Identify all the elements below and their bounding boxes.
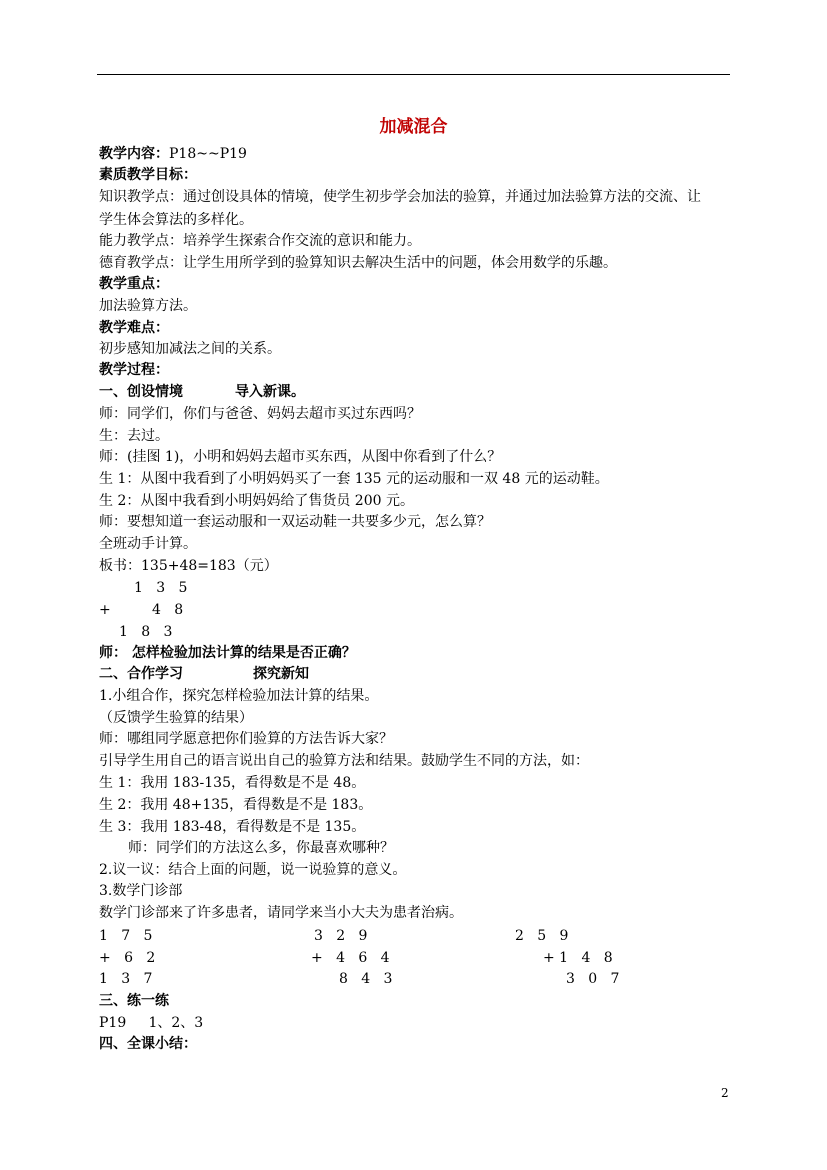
key-heading: 教学重点： — [99, 276, 169, 292]
clinic-problem2-row2: + 4 6 4 — [311, 950, 390, 966]
calc1-row1: 1 3 5 — [134, 580, 188, 596]
clinic-problem1-row1: 1 7 5 — [99, 928, 153, 944]
section4-title: 四、全课小结： — [99, 1036, 197, 1052]
content-value: P18~~P19 — [169, 146, 247, 162]
section2-title-a: 二、合作学习 — [99, 666, 183, 682]
calc1-row2: 4 8 — [152, 602, 184, 618]
goal-moral: 德育教学点：让学生用所学到的验算知识去解决生活中的问题，体会用数学的乐趣。 — [99, 255, 617, 271]
key-text: 加法验算方法。 — [99, 298, 197, 314]
calc1-plus: + — [99, 602, 111, 618]
dialog-line-indented: 师：同学们的方法这么多，你最喜欢哪种？ — [128, 840, 394, 856]
section3-title: 三、练一练 — [99, 993, 169, 1009]
calc1-row3: 1 8 3 — [119, 624, 173, 640]
dialog-line: 2.议一议：结合上面的问题，说一说验算的意义。 — [99, 862, 407, 878]
dialog-line: 师：哪组同学愿意把你们验算的方法告诉大家？ — [99, 731, 393, 747]
dialog-line: 师：同学们，你们与爸爸、妈妈去超市买过东西吗？ — [99, 406, 421, 422]
clinic-problem2-row3: 8 4 3 — [339, 971, 393, 987]
dialog-line: 生 1：从图中我看到了小明妈妈买了一套 135 元的运动服和一双 48 元的运动鞋。 — [99, 471, 609, 487]
dialog-line: 3.数学门诊部 — [99, 883, 183, 899]
dialog-line: 数学门诊部来了许多患者，请同学来当小大夫为患者治病。 — [99, 905, 463, 921]
question1 — [99, 643, 356, 663]
document-title: 加减混合 — [379, 117, 448, 137]
dialog-line: 1.小组合作，探究怎样检验加法计算的结果。 — [99, 688, 379, 704]
practice-line: P19 1、2、3 — [99, 1015, 204, 1031]
section2-title-b: 探究新知 — [253, 666, 309, 682]
dialog-line: 生 3：我用 183-48，看得数是不是 135。 — [99, 819, 366, 835]
dialog-line: 板书：135+48=183（元） — [99, 558, 278, 574]
dialog-line: 生：去过。 — [99, 428, 169, 444]
section1-title-b: 导入新课。 — [235, 384, 305, 400]
goal-knowledge-1: 知识教学点：通过创设具体的情境，使学生初步学会加法的验算，并通过加法验算方法的交流、让 — [99, 189, 701, 205]
goal-ability: 能力教学点：培养学生探索合作交流的意识和能力。 — [99, 233, 421, 249]
dialog-line: （反馈学生验算的结果） — [99, 710, 253, 726]
question1-text: 师： 怎样检验加法计算的结果是否正确？ — [99, 645, 356, 661]
header-rule — [97, 74, 730, 75]
clinic-problem1-row3: 1 3 7 — [99, 971, 153, 987]
goals-heading: 素质教学目标： — [99, 167, 197, 183]
content-label: 教学内容： — [99, 146, 169, 162]
dialog-line: 师：要想知道一套运动服和一双运动鞋一共要多少元，怎么算？ — [99, 514, 491, 530]
section1-title-a: 一、创设情境 — [99, 384, 183, 400]
difficulty-text: 初步感知加减法之间的关系。 — [99, 341, 281, 357]
clinic-problem3-row2: + 1 4 8 — [543, 950, 613, 966]
dialog-line: 引导学生用自己的语言说出自己的验算方法和结果。鼓励学生不同的方法，如： — [99, 753, 589, 769]
content-line — [99, 144, 247, 164]
process-heading: 教学过程： — [99, 362, 169, 378]
goal-knowledge-2: 学生体会算法的多样化。 — [99, 212, 253, 228]
difficulty-heading: 教学难点： — [99, 320, 169, 336]
clinic-problem3-row3: 3 0 7 — [566, 971, 620, 987]
clinic-problem1-row2: + 6 2 — [99, 950, 156, 966]
page-number: 2 — [721, 1086, 729, 1100]
dialog-line: 生 2：我用 48+135，看得数是不是 183。 — [99, 797, 373, 813]
clinic-problem2-row1: 3 2 9 — [314, 928, 368, 944]
clinic-problem3-row1: 2 5 9 — [515, 928, 569, 944]
dialog-line: 全班动手计算。 — [99, 536, 197, 552]
dialog-line: 生 1：我用 183-135，看得数是不是 48。 — [99, 775, 366, 791]
dialog-line: 生 2：从图中我看到小明妈妈给了售货员 200 元。 — [99, 493, 414, 509]
dialog-line: 师：(挂图 1)，小明和妈妈去超市买东西，从图中你看到了什么？ — [99, 449, 502, 465]
